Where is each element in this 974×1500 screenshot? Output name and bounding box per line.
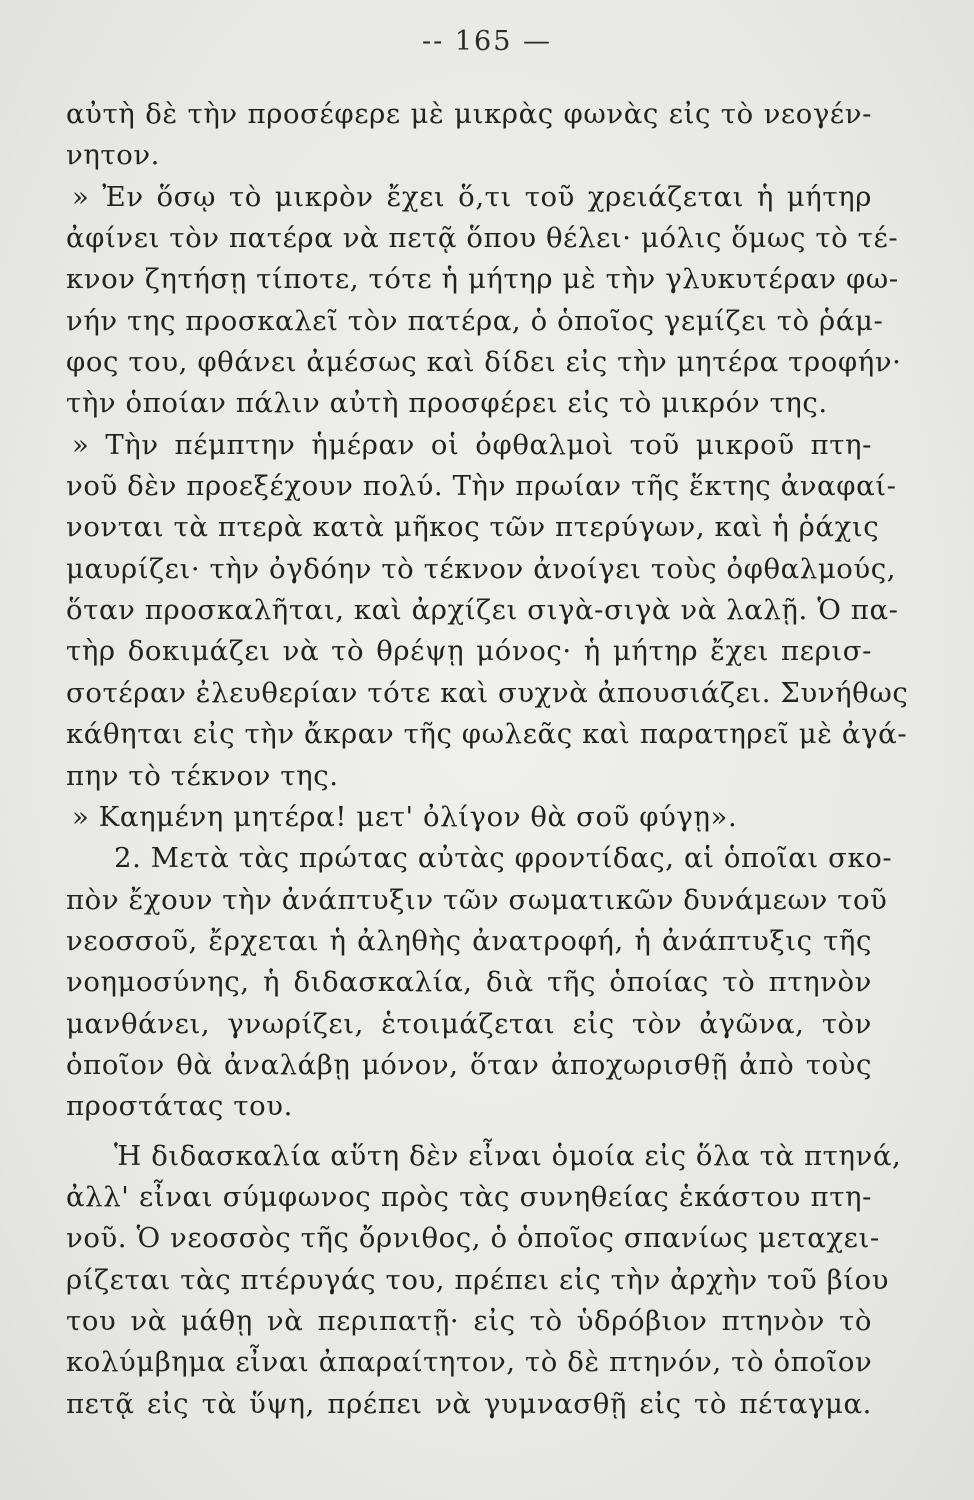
text-line: κάθηται εἰς τὴν ἄκραν τῆς φωλεᾶς καὶ παρατηρεῖ μὲ ἀγά- [66, 718, 908, 751]
text-line: Ἡ διδασκαλία αὕτη δὲν εἶναι ὁμοία εἰς ὅλα τὰ πτηνά, [114, 1139, 902, 1172]
text-line: τὴν ὁποίαν πάλιν αὐτὴ προσφέρει εἰς τὸ μικρόν της. [66, 387, 828, 420]
text-line: κνον ζητήσῃ τίποτε, τότε ἡ μήτηρ μὲ τὴν γλυκυτέραν φω- [66, 263, 899, 296]
text-line: πην τὸ τέκνον της. [66, 759, 339, 792]
text-line: πὸν ἔχουν τὴν ἀνάπτυξιν τῶν σωματικῶν δυνάμεων τοῦ [66, 883, 888, 916]
text-line: ἀλλ' εἶναι σύμφωνος πρὸς τὰς συνηθείας ἑκάστου πτη- [66, 1180, 872, 1213]
text-line: μαυρίζει· τὴν ὀγδόην τὸ τέκνον ἀνοίγει τοὺς ὀφθαλμούς, [66, 552, 897, 585]
text-line: νεοσσοῦ, ἔρχεται ἡ ἀληθὴς ἀνατροφή, ἡ ἀνάπτυξις τῆς [66, 924, 872, 957]
text-line: ρίζεται τὰς πτέρυγάς του, πρέπει εἰς τὴν ἀρχὴν τοῦ βίου [66, 1263, 890, 1296]
text-line: αὐτὴ δὲ τὴν προσέφερε μὲ μικρὰς φωνὰς εἰς τὸ νεογέν- [66, 98, 872, 130]
text-line: νήν της προσκαλεῖ τὸν πατέρα, ὁ ὁποῖος γεμίζει τὸ ῥάμ- [66, 304, 884, 337]
text-line: νοῦ δὲν προεξέχουν πολύ. Τὴν πρωίαν τῆς ἕκτης ἀναφαί- [66, 470, 897, 503]
text-line: μανθάνει, γνωρίζει, ἑτοιμάζεται εἰς τὸν ἀγῶνα, τὸν [66, 1007, 872, 1040]
body-text [66, 94, 909, 1425]
text-line: φος του, φθάνει ἀμέσως καὶ δίδει εἰς τὴν μητέρα τροφήν· [66, 346, 902, 379]
text-line: κολύμβημα εἶναι ἀπαραίτητον, τὸ δὲ πτηνόν, τὸ ὁποῖον [66, 1346, 873, 1379]
text-line: » Καημένη μητέρα! μετ' ὀλίγον θὰ σοῦ φύγῃ». [72, 800, 738, 833]
text-line: ὅταν προσκαλῆται, καὶ ἀρχίζει σιγὰ-σιγὰ νὰ λαλῇ. Ὁ πα- [66, 594, 899, 627]
text-line: νοημοσύνης, ἡ διδασκαλία, διὰ τῆς ὁποίας τὸ πτηνὸν [66, 966, 872, 999]
text-line: » Ἐν ὅσῳ τὸ μικρὸν ἔχει ὅ,τι τοῦ χρειάζεται ἡ μήτηρ [72, 180, 872, 213]
text-line: σοτέραν ἐλευθερίαν τότε καὶ συχνὰ ἀπουσιάζει. Συνήθως [66, 676, 909, 709]
text-line: νητον. [66, 139, 161, 172]
page-number: -- 165 — [422, 26, 552, 57]
paragraph-gap [66, 1128, 872, 1136]
text-line: πετᾷ εἰς τὰ ὕψη, πρέπει νὰ γυμνασθῇ εἰς τὸ πέταγμα. [66, 1387, 872, 1420]
text-line: προστάτας του. [66, 1090, 293, 1123]
text-line: νοῦ. Ὁ νεοσσὸς τῆς ὄρνιθος, ὁ ὁποῖος σπανίως μεταχει- [66, 1222, 880, 1255]
text-line: 2. Μετὰ τὰς πρώτας αὐτὰς φροντίδας, αἱ ὁποῖαι σκο- [114, 842, 893, 875]
text-line: » Τὴν πέμπτην ἡμέραν οἱ ὀφθαλμοὶ τοῦ μικροῦ πτη- [72, 428, 872, 461]
text-line: ὁποῖον θὰ ἀναλάβῃ μόνον, ὅταν ἀποχωρισθῇ ἀπὸ τοὺς [66, 1048, 872, 1081]
text-line: τὴρ δοκιμάζει νὰ τὸ θρέψῃ μόνος· ἡ μήτηρ ἔχει περισ- [66, 635, 872, 668]
text-line: νονται τὰ πτερὰ κατὰ μῆκος τῶν πτερύγων, καὶ ἡ ῥάχις [66, 511, 880, 544]
text-line: ἀφίνει τὸν πατέρα νὰ πετᾷ ὅπου θέλει· μόλις ὅμως τὸ τέ- [66, 222, 899, 255]
text-line: του νὰ μάθῃ νὰ περιπατῇ· εἰς τὸ ὑδρόβιον πτηνὸν τὸ [66, 1304, 872, 1337]
